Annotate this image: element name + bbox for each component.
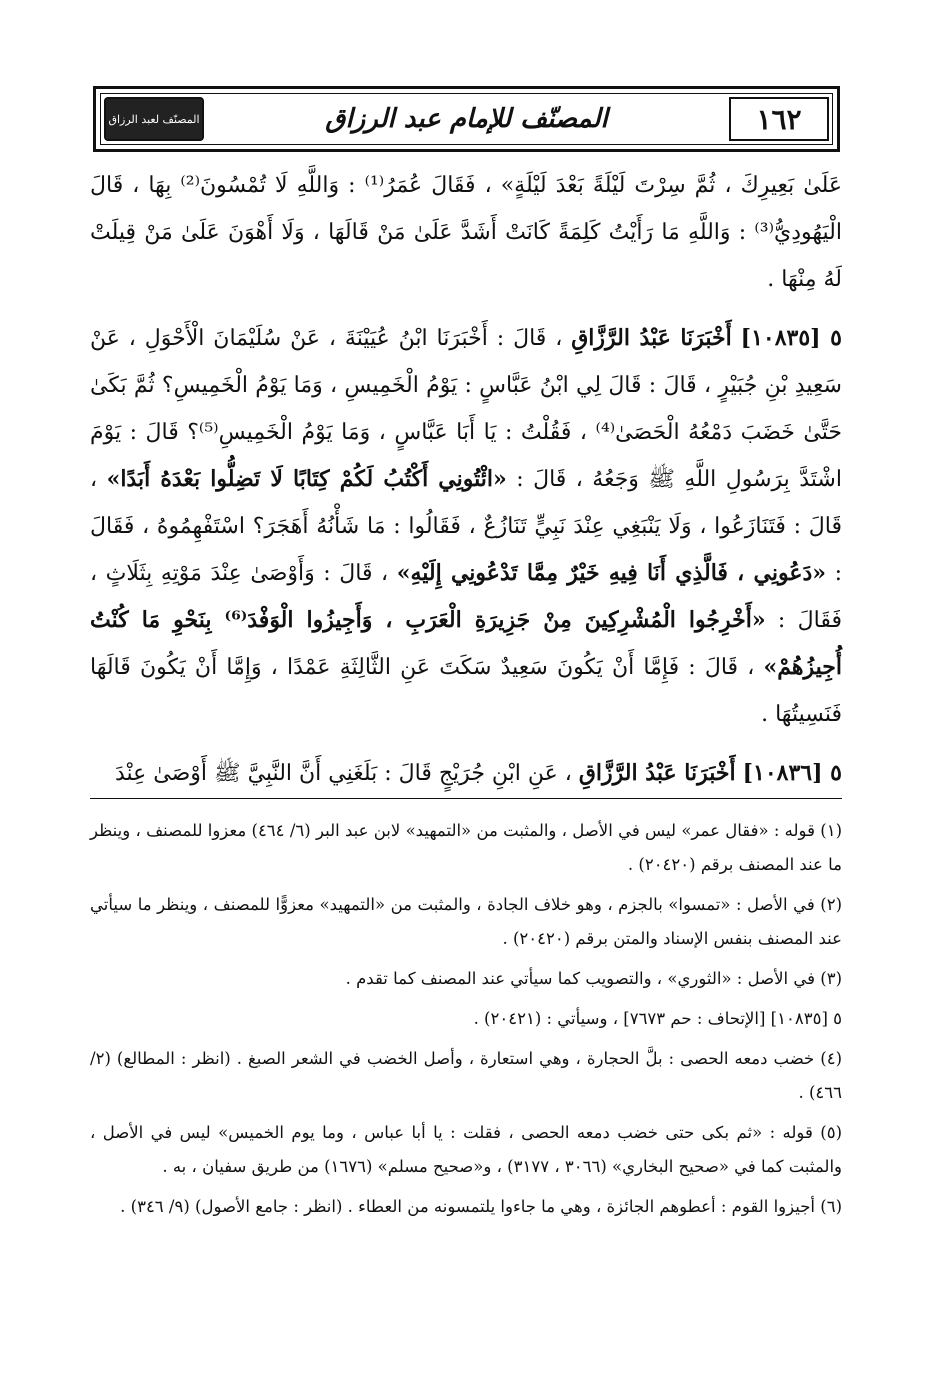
- page-number: ١٦٢: [729, 97, 829, 141]
- entry-text: ، قَالَ : فَتَنَازَعُوا ، وَلَا يَنْبَغِي عِنْدَ نَبِيٍّ تَنَازُعٌ ، فَقَالُوا : مَا شَأْنُهُ أَهَجَرَ؟ اسْتَفْهِمُوهُ ، فَقَالَ :: [90, 467, 842, 586]
- hadith-entry-10836: [90, 750, 842, 797]
- footnote-3: (٣) في الأصل : «الثوري» ، والتصويب كما سيأتي عند المصنف كما تقدم .: [345, 969, 842, 988]
- footnote-1: (١) قوله : «فقال عمر» ليس في الأصل ، والمثبت من «التمهيد» لابن عبد البر (٦/ ٤٦٤) معزوا للمصنف ، وينظر ما عند المصنف برقم (٢٠٤٢٠) .: [90, 821, 842, 874]
- footnote-6: (٦) أجيزوا القوم : أعطوهم الجائزة ، وهي ما جاءوا يلتمسونه من العطاء . (انظر : جامع الأصول) (٩/ ٣٤٦) .: [120, 1197, 842, 1216]
- prophet-quote: «أَخْرِجُوا الْمُشْرِكِينَ مِنْ جَزِيرَةِ الْعَرَبِ ، وَأَجِيزُوا الْوَفْدَ⁽⁶⁾ بِنَحْوِ مَا كُنْتُ أُجِيزُهُمْ»: [90, 607, 842, 680]
- entry-text: ، قَالَ : فَإِمَّا أَنْ يَكُونَ سَعِيدٌ سَكَتَ عَنِ الثَّالِثَةِ عَمْدًا ، وَإِمَّا أَنْ يَكُونَ قَالَهَا فَنَسِيتُهَا .: [90, 655, 842, 727]
- entry-text: ، قَالَ : وَأَوْصَىٰ عِنْدَ مَوْتِهِ بِثَلَاثٍ ، فَقَالَ :: [90, 561, 842, 633]
- prophet-quote: «ائْتُونِي أَكْتُبُ لَكُمْ كِتَابًا لَا تَضِلُّوا بَعْدَهُ أَبَدًا»: [106, 466, 507, 492]
- entry-text: ، عَنِ ابْنِ جُرَيْجٍ قَالَ : بَلَغَنِي أَنَّ النَّبِيَّ ﷺ أَوْصَىٰ عِنْدَ: [114, 761, 572, 786]
- footnotes: [90, 814, 842, 1230]
- entry-number: ٥ [١٠٨٣٥]: [740, 325, 842, 351]
- entry-isnad: أَخْبَرَنَا عَبْدُ الرَّزَّاقِ: [571, 325, 732, 351]
- entry-number: ٥ [١٠٨٣٦]: [742, 760, 842, 786]
- prophet-quote: «دَعُونِي ، فَالَّذِي أَنَا فِيهِ خَيْرٌ مِمَّا تَدْعُونِي إِلَيْهِ»: [396, 560, 826, 586]
- continuation-paragraph: عَلَىٰ بَعِيرِكَ ، ثُمَّ سِرْتَ لَيْلَةً بَعْدَ لَيْلَةٍ» ، فَقَالَ عُمَرُ⁽¹⁾ : وَاللَّهِ لَا تُمْسُونَ⁽²⁾ بِهَا ، قَالَ الْيَهُودِيُّ⁽³⁾ : وَاللَّهِ مَا رَأَيْتُ كَلِمَةً كَانَتْ أَشَدَّ عَلَىٰ مَنْ قَالَهَا ، وَلَا أَهْوَنَ عَلَىٰ مَنْ قِيلَتْ لَهُ مِنْهَا .: [90, 173, 842, 292]
- footnote-5: (٥) قوله : «ثم بكى حتى خضب دمعه الحصى ، فقلت : يا أبا عباس ، وما يوم الخميس» ليس في الأصل ، والمثبت كما في «صحيح البخاري» (٣٠٦٦ ، ٣١٧٧) ، و«صحيح مسلم» (١٦٧٦) من طريق سفيان ، به .: [90, 1123, 842, 1176]
- main-text: [90, 162, 842, 797]
- footnote-4: (٤) خضب دمعه الحصى : بلَّ الحجارة ، وهي استعارة ، وأصل الخضب في الشعر الصبغ . (انظر : المطالع) (٢/ ٤٦٦) .: [90, 1049, 842, 1102]
- footnote-entry-ref: ٥ [١٠٨٣٥] [الإتحاف : حم ٧٦٧٣] ، وسيأتي : (٢٠٤٢١) .: [473, 1009, 842, 1028]
- footnote-2: (٢) في الأصل : «تمسوا» بالجزم ، وهو خلاف الجادة ، والمثبت من «التمهيد» معزوًّا للمصنف ، وينظر ما سيأتي عند المصنف بنفس الإسناد والمتن برقم (٢٠٤٢٠) .: [90, 895, 842, 948]
- book-logo: المصنّف لعبد الرزاق: [104, 97, 204, 141]
- entry-isnad: أَخْبَرَنَا عَبْدُ الرَّزَّاقِ: [578, 760, 736, 786]
- entry-text: ، قَالَ : أَخْبَرَنَا ابْنُ عُيَيْنَةَ ، عَنْ سُلَيْمَانَ الْأَحْوَلِ ، عَنْ سَعِيدِ بْنِ جُبَيْرٍ ، قَالَ : قَالَ لِي ابْنُ عَبَّاسٍ : يَوْمُ الْخَمِيسِ ، وَمَا يَوْمُ الْخَمِيسِ؟ ثُمَّ بَكَىٰ حَتَّىٰ خَضَبَ دَمْعُهُ الْحَصَىٰ⁽⁴⁾ ، فَقُلْتُ : يَا أَبَا عَبَّاسٍ ، وَمَا يَوْمُ الْخَمِيسِ⁽⁵⁾؟ قَالَ : يَوْمَ اشْتَدَّ بِرَسُولِ اللَّهِ ﷺ وَجَعُهُ ، قَالَ :: [90, 326, 842, 492]
- page-header: [93, 86, 840, 152]
- hadith-entry-10835: [90, 315, 842, 738]
- footnote-separator: [90, 798, 842, 799]
- book-title: المصنّف للإمام عبد الرزاق: [325, 104, 608, 134]
